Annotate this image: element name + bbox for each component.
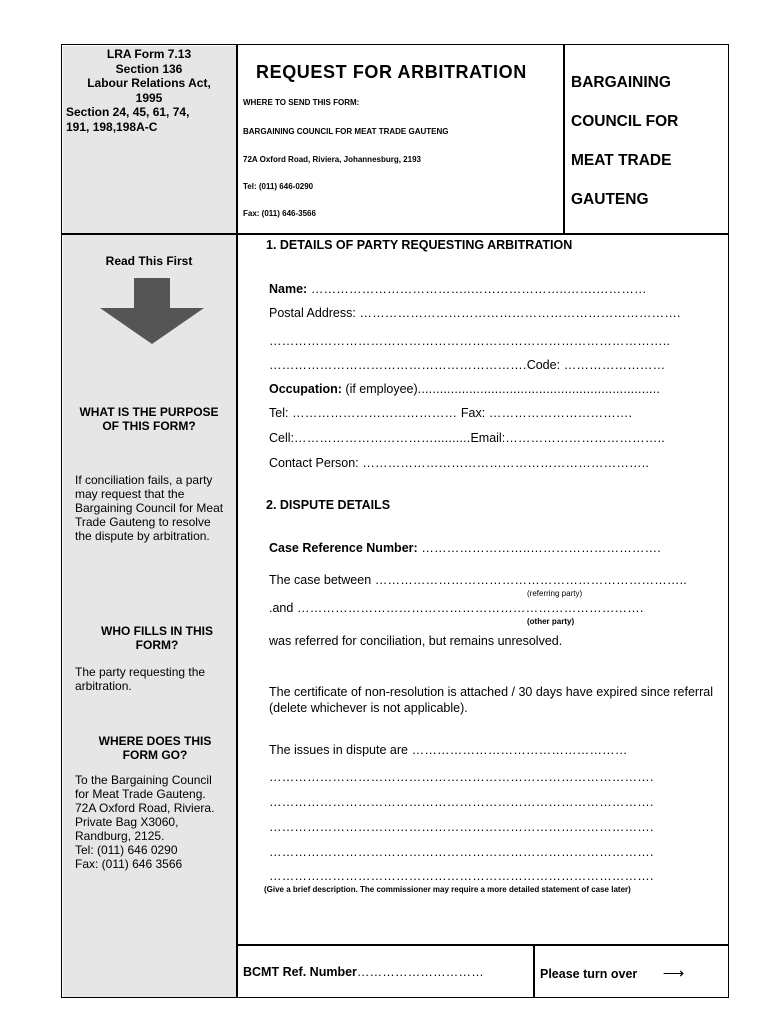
header-divider [61, 233, 729, 235]
where-tel: Tel: (011) 646 0290 [75, 843, 178, 857]
postal-code-field[interactable]: …………………………………………………….Code: …………………… [269, 358, 666, 372]
referring-party-note: (referring party) [527, 589, 583, 598]
issues-line-2[interactable]: ………………………………………………………………………………. [269, 795, 654, 809]
postal-address-line2[interactable]: ………………………………………………………………………………….. [269, 334, 671, 348]
where-heading: WHERE DOES THIS FORM GO? [98, 734, 212, 762]
purpose-text: If conciliation fails, a party may request that the Bargaining Council for Meat Trade Gauteng to resolve the dispute by arbitration. [75, 473, 224, 543]
please-turn-over[interactable]: Please turn over ⟶ [540, 965, 685, 982]
tel-label: Tel: [269, 406, 289, 420]
cell-email-field[interactable]: Cell:……………………………..........Email:……………………………….. [269, 431, 665, 445]
postal-address-field[interactable]: Postal Address: …………………………………………………………………. [269, 306, 681, 320]
read-first-label: Read This First [105, 254, 193, 268]
name-label: Name: [269, 282, 308, 296]
where-to-send-label: WHERE TO SEND THIS FORM: [243, 98, 360, 107]
form-title: REQUEST FOR ARBITRATION [256, 62, 527, 82]
and-label: .and [269, 601, 294, 615]
bcmt-ref-field[interactable]: BCMT Ref. Number………………………… [243, 965, 484, 979]
issues-field[interactable]: The issues in dispute are …………………………………………… [269, 743, 628, 757]
footer-cell-divider [533, 944, 535, 998]
where-text: To the Bargaining Council for Meat Trade Gauteng. 72A Oxford Road, Riviera. Private Bag X3060, Randburg, 2125. Tel: (011) 646 0290 Fax: (011) 646 3566 [75, 773, 225, 871]
council-street-address: 72A Oxford Road, Riviera, Johannesburg, 2193 [243, 155, 421, 164]
down-arrow-icon [100, 278, 204, 344]
issues-line-5[interactable]: ………………………………………………………………………………. [269, 869, 654, 883]
council-block: BARGAINING COUNCIL FOR MEAT TRADE GAUTENG [571, 74, 679, 208]
issues-line-3[interactable]: ………………………………………………………………………………. [269, 820, 654, 834]
postal-label: Postal Address: [269, 306, 356, 320]
issues-line-4[interactable]: ………………………………………………………………………………. [269, 845, 654, 859]
case-between-field[interactable]: The case between ……………………………………………………………….. [269, 573, 687, 587]
who-text: The party requesting the arbitration. [75, 665, 206, 693]
who-heading: WHO FILLS IN THIS FORM? [101, 624, 213, 652]
issues-line-1[interactable]: ………………………………………………………………………………. [269, 770, 654, 784]
sidebar-divider [236, 44, 238, 998]
arrow-right-icon: ⟶ [662, 965, 685, 982]
occupation-note: (if employee) [345, 382, 418, 396]
case-reference-field[interactable]: Case Reference Number: ……………………..…………………………. [269, 541, 661, 555]
lra-reference: LRA Form 7.13 Section 136 Labour Relations Act, 1995 Section 24, 45, 61, 74, 191, 198,198A-C [66, 47, 211, 134]
case-ref-label: Case Reference Number: [269, 541, 418, 555]
issues-label: The issues in dispute are [269, 743, 408, 757]
occupation-field[interactable]: Occupation: (if employee).................................................................. [269, 382, 661, 396]
bcmt-ref-label: BCMT Ref. Number [243, 965, 357, 979]
other-party-field[interactable]: .and ………………………………………………………………………. [269, 601, 644, 615]
section1-heading: 1. DETAILS OF PARTY REQUESTING ARBITRATION [266, 238, 573, 252]
code-label: Code: [526, 358, 561, 372]
other-party-note: (other party) [527, 617, 575, 626]
cell-label: Cell: [269, 431, 295, 445]
occupation-label: Occupation: [269, 382, 342, 396]
council-tel: Tel: (011) 646-0290 [243, 182, 314, 191]
footer-divider [236, 944, 729, 946]
tel-fax-field[interactable]: Tel: ………………………………… Fax: ……………………………. [269, 406, 633, 420]
fax-label: Fax: [460, 406, 486, 420]
email-label: Email: [470, 431, 506, 445]
referred-text: was referred for conciliation, but remains unresolved. [269, 634, 563, 648]
certificate-text-2: (delete whichever is not applicable). [269, 701, 468, 715]
contact-label: Contact Person: [269, 456, 359, 470]
brief-description-note: (Give a brief description. The commissioner may require a more detailed statement of case later) [264, 885, 631, 894]
council-divider [563, 44, 565, 234]
where-fax: Fax: (011) 646 3566 [75, 857, 183, 871]
name-field[interactable]: Name: ………………………………..…………………..…….………… [269, 282, 647, 296]
purpose-heading: WHAT IS THE PURPOSE OF THIS FORM? [79, 405, 219, 433]
case-between-label: The case between [269, 573, 372, 587]
certificate-text-1: The certificate of non-resolution is attached / 30 days have expired since referral [269, 685, 713, 699]
council-fax: Fax: (011) 646-3566 [243, 209, 316, 218]
contact-person-field[interactable]: Contact Person: ………………………………………………………….. [269, 456, 650, 470]
section2-heading: 2. DISPUTE DETAILS [266, 498, 391, 512]
council-address-name: BARGAINING COUNCIL FOR MEAT TRADE GAUTENG [243, 127, 449, 136]
